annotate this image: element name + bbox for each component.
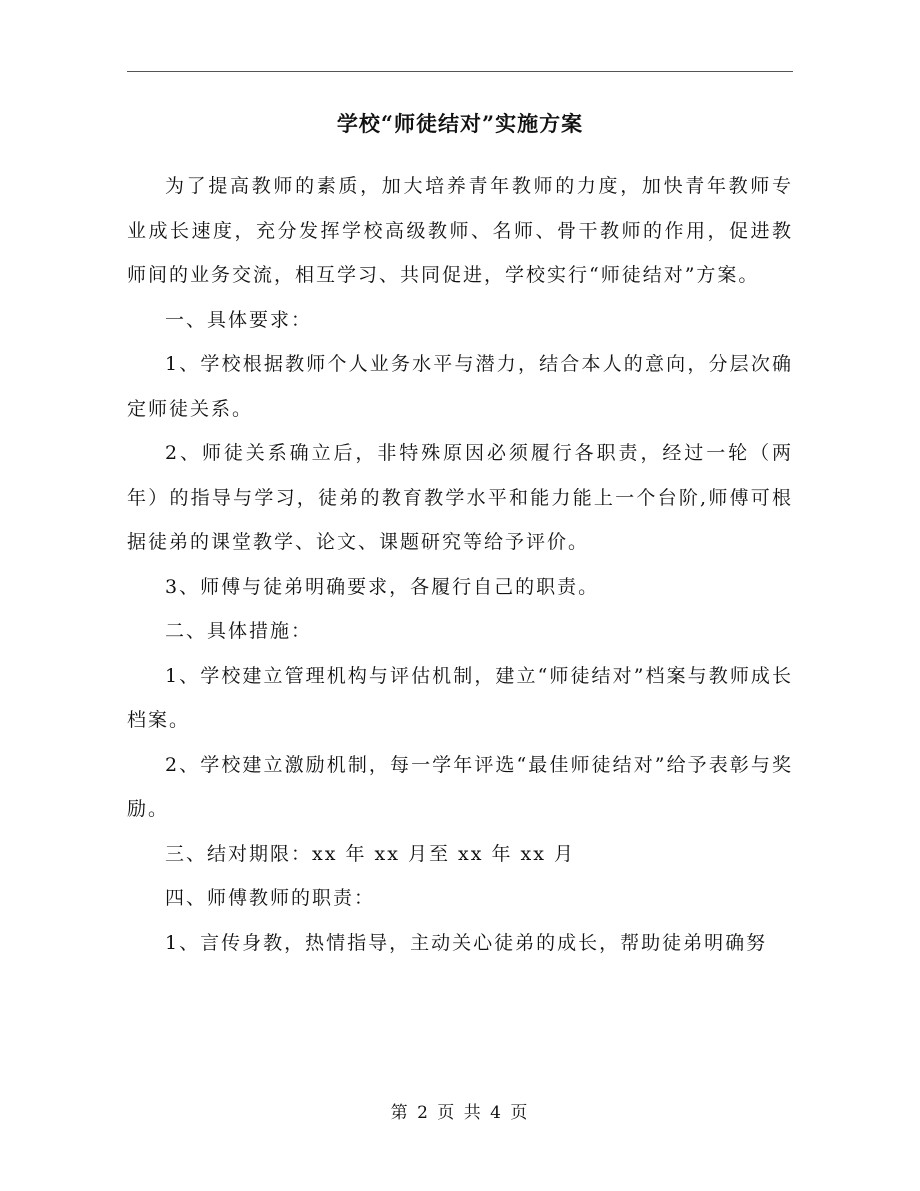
- paragraph-measure-2: 2、学校建立激励机制，每一学年评选“最佳师徒结对”给予表彰与奖励。: [127, 753, 793, 820]
- paragraph-intro: 为了提高教师的素质，加大培养青年教师的力度，加快青年教师专业成长速度，充分发挥学校高级教师、名师、骨干教师的作用，促进教师间的业务交流，相互学习、共同促进，学校实行“师徒结对”方案。: [127, 175, 793, 286]
- page-number-footer: 第 2 页 共 4 页: [390, 1103, 530, 1123]
- section-heading-requirements: 一、具体要求：: [165, 308, 313, 331]
- header-rule: [127, 71, 793, 72]
- paragraph-requirement-1: 1、学校根据教师个人业务水平与潜力，结合本人的意向，分层次确定师徒关系。: [127, 353, 793, 420]
- paragraph-duty-1: 1、言传身教，热情指导，主动关心徒弟的成长，帮助徒弟明确努: [165, 931, 768, 954]
- section-heading-mentor-duties: 四、师傅教师的职责：: [165, 887, 376, 909]
- document-body: [127, 164, 793, 965]
- paragraph-requirement-2: 2、师徒关系确立后，非特殊原因必须履行各职责，经过一轮（两年）的指导与学习，徒弟的教育教学水平和能力能上一个台阶,师傅可根据徒弟的课堂教学、论文、课题研究等给予评价。: [127, 442, 793, 553]
- document-title: 学校“师徒结对”实施方案: [336, 111, 584, 136]
- paragraph-requirement-3: 3、师傅与徒弟明确要求，各履行自己的职责。: [165, 575, 600, 598]
- section-heading-term: 三、结对期限：xx 年 xx 月至 xx 年 xx 月: [165, 842, 576, 865]
- section-heading-measures: 二、具体措施：: [165, 620, 313, 642]
- paragraph-measure-1: 1、学校建立管理机构与评估机制，建立“师徒结对”档案与教师成长档案。: [127, 664, 793, 731]
